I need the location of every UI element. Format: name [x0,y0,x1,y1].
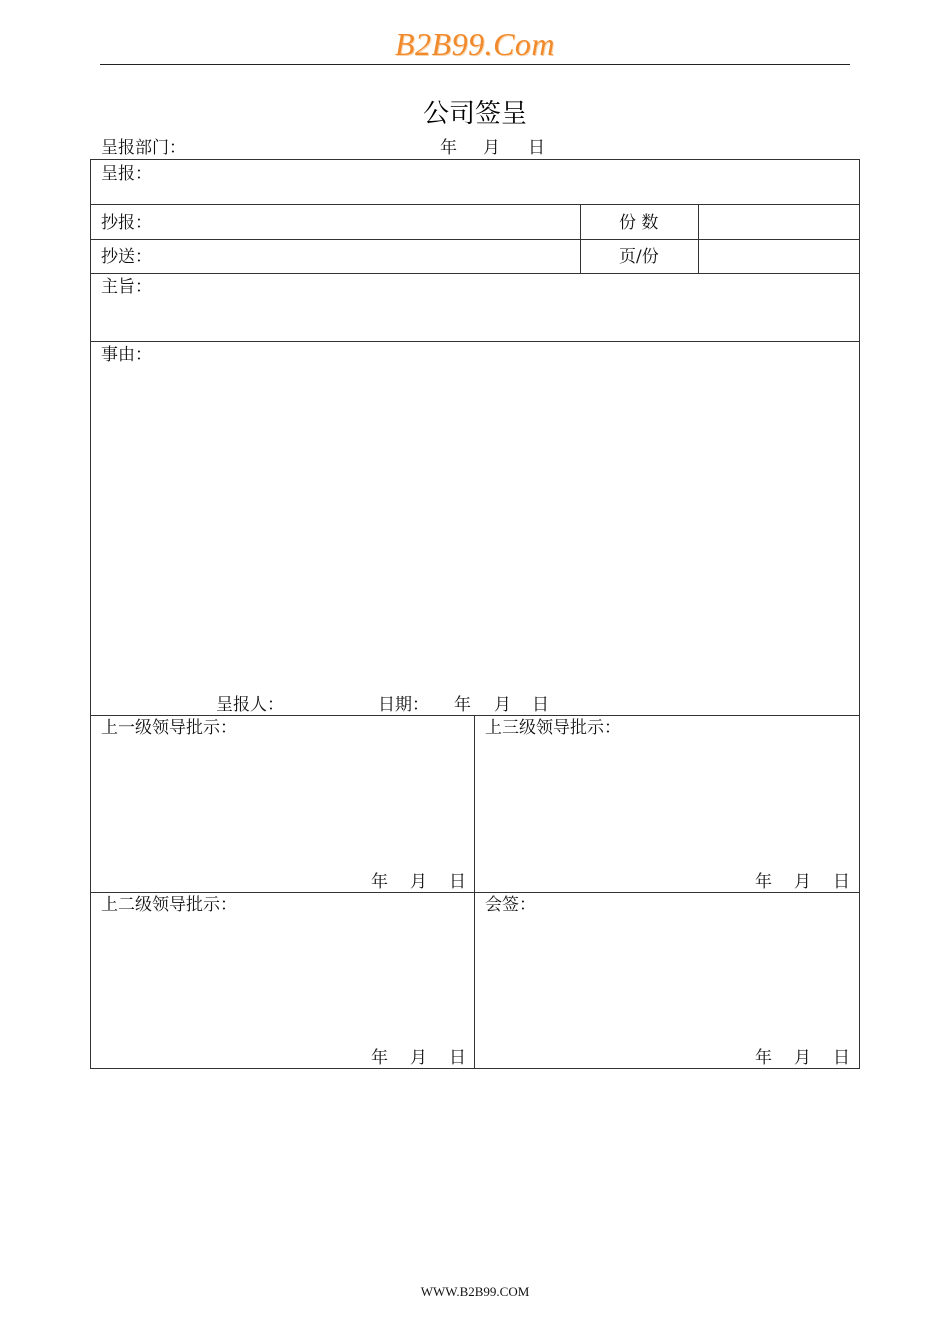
copies-field[interactable] [700,206,858,237]
pages-field[interactable] [700,241,858,272]
site-logo: B2B99.Com [394,26,556,62]
countersign-label: 会签： [485,895,536,915]
level1-year: 年 [371,872,388,892]
level2-approval-label: 上二级领导批示： [101,895,237,915]
footer-url[interactable]: WWW.B2B99.COM [420,1284,530,1299]
copies-label: 份 数 [619,213,659,233]
level1-approval-label: 上一级领导批示： [101,718,237,738]
level2-year: 年 [371,1048,388,1068]
subject-label: 主旨： [101,277,152,297]
form-frame [90,159,860,1069]
reason-year: 年 [454,695,471,715]
page-title: 公司签呈 [422,99,527,129]
level2-day: 日 [449,1048,466,1068]
level1-month: 月 [410,872,427,892]
cc-label: 抄报： [101,213,152,233]
reason-month: 月 [494,695,511,715]
column-divider [580,204,581,273]
row-divider [90,273,860,274]
header-month: 月 [483,138,500,158]
row-divider [90,715,860,716]
countersign-year: 年 [755,1048,772,1068]
reason-label: 事由： [101,345,152,365]
column-divider [698,204,699,273]
date-label: 日期： [378,695,429,715]
header-day: 日 [528,138,545,158]
pages-label: 页/份 [619,247,659,267]
level3-month: 月 [794,872,811,892]
report-label: 呈报： [101,164,152,184]
row-divider [90,892,860,893]
countersign-month: 月 [794,1048,811,1068]
reporter-label: 呈报人： [216,695,284,715]
level3-year: 年 [755,872,772,892]
header-year: 年 [440,138,457,158]
dept-label: 呈报部门： [101,138,186,158]
level2-month: 月 [410,1048,427,1068]
level3-approval-label: 上三级领导批示： [485,718,621,738]
row-divider [90,341,860,342]
column-divider [474,715,475,1069]
row-divider [90,239,860,240]
countersign-day: 日 [833,1048,850,1068]
row-divider [90,204,860,205]
level1-day: 日 [449,872,466,892]
reason-day: 日 [532,695,549,715]
header-divider [100,64,850,65]
level3-day: 日 [833,872,850,892]
send-label: 抄送： [101,247,152,267]
